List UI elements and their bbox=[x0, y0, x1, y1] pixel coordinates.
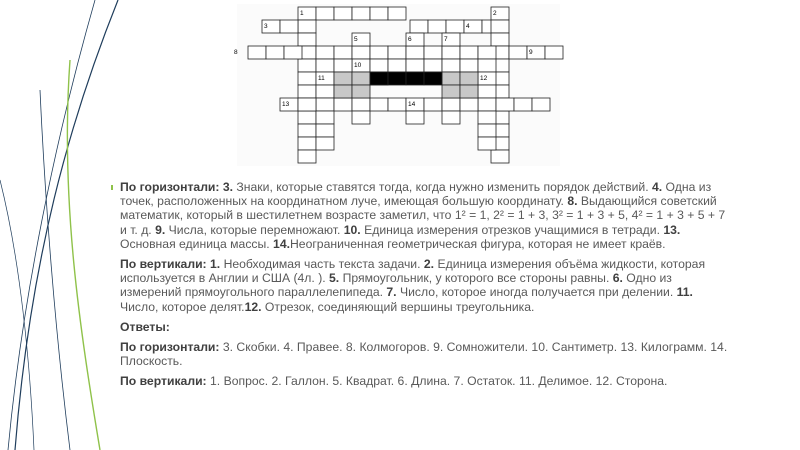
crossword-cell bbox=[478, 98, 496, 111]
crossword-cell bbox=[284, 46, 302, 59]
crossword-clues bbox=[120, 180, 730, 395]
crossword-cell bbox=[478, 85, 496, 98]
answers-horizontal-text: 3. Скобки. 4. Правее. 8. Колмогоров. 9. Сомножители. 10. Сантиметр. 13. Килограмм. 14. Плоскость. bbox=[120, 340, 728, 369]
crossword-number: 2 bbox=[493, 10, 497, 17]
clue-number: 6. bbox=[612, 271, 623, 286]
crossword-cell bbox=[266, 46, 284, 59]
crossword-number: 12 bbox=[480, 75, 488, 82]
clue-number: 8. bbox=[567, 194, 578, 209]
clue-number: 9. bbox=[155, 222, 166, 237]
crossword-cell bbox=[428, 20, 446, 33]
clue-text: Одна из точек, расположенных на координатном луче, имеющая большую координату. bbox=[120, 180, 712, 209]
crossword-cell bbox=[370, 7, 388, 20]
crossword-cell bbox=[298, 150, 316, 163]
clue-number: 3. bbox=[222, 180, 234, 194]
crossword-cell bbox=[460, 98, 478, 111]
crossword-cell bbox=[514, 98, 532, 111]
clue-number: 14. bbox=[273, 236, 290, 251]
clue-text: Одно из измерений прямоугольного параллелепипеда. bbox=[120, 271, 672, 300]
crossword-cell bbox=[316, 137, 334, 150]
crossword-number: 1 bbox=[300, 10, 304, 17]
crossword-cell bbox=[478, 46, 496, 59]
crossword-number: 4 bbox=[466, 23, 470, 30]
crossword-image bbox=[234, 4, 560, 166]
crossword-cell bbox=[298, 98, 316, 111]
crossword-cell bbox=[509, 46, 527, 59]
crossword-number: 14 bbox=[408, 101, 416, 108]
crossword-cell bbox=[545, 46, 563, 59]
clue-text: Основная единица массы. bbox=[120, 236, 274, 251]
crossword-cell bbox=[478, 59, 496, 72]
crossword-cell bbox=[388, 59, 406, 72]
crossword-cell bbox=[298, 72, 316, 85]
crossword-number: 9 bbox=[529, 49, 533, 56]
crossword-cell bbox=[352, 98, 370, 111]
clue-text: Неограниченная геометрическая фигура, которая не имеет краёв. bbox=[290, 236, 666, 251]
crossword-cell bbox=[478, 137, 496, 150]
crossword-cell-grey bbox=[460, 72, 478, 85]
crossword-cell bbox=[442, 98, 460, 111]
crossword-cell bbox=[388, 46, 406, 59]
clue-number: 10. bbox=[343, 222, 361, 237]
crossword-cell bbox=[370, 46, 388, 59]
crossword-cell-grey bbox=[442, 85, 460, 98]
crossword-number: 5 bbox=[354, 36, 358, 43]
clue-text: Числа, которые перемножают. bbox=[165, 222, 344, 237]
clue-number: 1. bbox=[210, 257, 221, 272]
crossword-cell bbox=[478, 111, 496, 124]
clue-number: 2. bbox=[423, 257, 435, 272]
crossword-cell bbox=[334, 98, 352, 111]
crossword-cell-grey bbox=[460, 85, 478, 98]
crossword-cell bbox=[334, 46, 352, 59]
crossword-cell bbox=[334, 7, 352, 20]
crossword-cell bbox=[460, 46, 478, 59]
crossword-cell bbox=[352, 46, 370, 59]
clue-text: Необходимая часть текста задачи. bbox=[220, 257, 424, 272]
clue-text: Выдающийся советский математик, который в шестилетнем возрасте заметил, что 1² = 1, 2² = 1 + 3, 3² = 1 + 3 + 5, 4² = 1 + 3 + 5 + 7 и т. д. bbox=[120, 194, 726, 237]
crossword-cell bbox=[352, 111, 370, 124]
crossword-cell bbox=[370, 59, 388, 72]
crossword-cell bbox=[316, 59, 334, 72]
decorative-lines bbox=[0, 0, 120, 450]
crossword-cell bbox=[298, 20, 316, 33]
crossword-grid bbox=[234, 4, 560, 166]
crossword-cell bbox=[424, 98, 442, 111]
crossword-cell bbox=[298, 124, 316, 137]
clue-number: 4. bbox=[651, 180, 663, 194]
answers-title: Ответы: bbox=[120, 319, 170, 334]
crossword-cell-black bbox=[388, 72, 406, 85]
crossword-cell bbox=[280, 20, 298, 33]
answers-horizontal-title: По горизонтали: bbox=[120, 340, 223, 355]
crossword-number: 8 bbox=[234, 49, 238, 56]
crossword-cell bbox=[410, 20, 428, 33]
clues-horizontal bbox=[120, 180, 730, 251]
clue-text: Число, которое иногда получается при делении. bbox=[396, 285, 677, 300]
crossword-cell-grey bbox=[442, 72, 460, 85]
crossword-cell-black bbox=[370, 72, 388, 85]
crossword-number: 6 bbox=[408, 36, 412, 43]
crossword-cell bbox=[442, 46, 460, 59]
clue-text: Отрезок, соединяющий вершины треугольника. bbox=[261, 299, 535, 314]
answers-vertical-title: По вертикали: bbox=[120, 374, 211, 389]
crossword-cell bbox=[424, 59, 442, 72]
answers-heading bbox=[120, 320, 730, 334]
crossword-number: 13 bbox=[282, 101, 290, 108]
crossword-cell bbox=[316, 85, 334, 98]
crossword-cell-black bbox=[424, 72, 442, 85]
heading-vertical: По вертикали: bbox=[120, 257, 211, 272]
answers-vertical bbox=[120, 374, 730, 388]
crossword-cell bbox=[370, 98, 388, 111]
clue-text: Единица измерения отрезков учащимися в тетради. bbox=[360, 222, 664, 237]
crossword-cell bbox=[298, 85, 316, 98]
crossword-cell bbox=[352, 7, 370, 20]
crossword-cell-black bbox=[406, 72, 424, 85]
crossword-cell bbox=[248, 46, 266, 59]
crossword-cell bbox=[406, 111, 424, 124]
clue-number: 7. bbox=[386, 285, 397, 300]
crossword-cell bbox=[388, 98, 406, 111]
crossword-cell bbox=[442, 59, 460, 72]
crossword-cell bbox=[491, 20, 509, 33]
crossword-cell bbox=[424, 46, 442, 59]
clue-number: 12. bbox=[244, 299, 262, 314]
crossword-cell-grey bbox=[352, 72, 370, 85]
clue-number: 5. bbox=[329, 271, 340, 286]
crossword-cell-grey bbox=[352, 85, 370, 98]
crossword-number: 10 bbox=[354, 62, 362, 69]
crossword-cell bbox=[334, 59, 352, 72]
crossword-cell bbox=[316, 7, 334, 20]
crossword-cell bbox=[316, 124, 334, 137]
crossword-cell bbox=[298, 33, 316, 46]
crossword-cell bbox=[406, 46, 424, 59]
crossword-cell bbox=[316, 111, 334, 124]
crossword-cell bbox=[316, 46, 334, 59]
crossword-cell bbox=[478, 124, 496, 137]
clues-vertical bbox=[120, 257, 730, 314]
heading-horizontal: По горизонтали: bbox=[120, 180, 223, 194]
crossword-cell bbox=[298, 111, 316, 124]
crossword-cell bbox=[406, 59, 424, 72]
clue-number: 11. bbox=[676, 285, 693, 300]
crossword-number: 3 bbox=[264, 23, 268, 30]
crossword-cell bbox=[298, 137, 316, 150]
crossword-cell-grey bbox=[334, 72, 352, 85]
clue-text: Прямоугольник, у которого все стороны равны. bbox=[339, 271, 613, 286]
clue-text: Знаки, которые ставятся тогда, когда нужно изменить порядок действий. bbox=[233, 180, 652, 194]
crossword-cell bbox=[532, 98, 550, 111]
crossword-cell bbox=[460, 59, 478, 72]
crossword-cell bbox=[446, 20, 464, 33]
crossword-cell bbox=[316, 98, 334, 111]
clue-text: Число, которое делят. bbox=[120, 299, 245, 314]
crossword-cell-grey bbox=[334, 85, 352, 98]
crossword-number: 11 bbox=[318, 75, 325, 82]
crossword-cell bbox=[442, 111, 460, 124]
crossword-cell bbox=[388, 7, 406, 20]
crossword-cell bbox=[491, 150, 509, 163]
answers-vertical-text: 1. Вопрос. 2. Галлон. 5. Квадрат. 6. Длина. 7. Остаток. 11. Делимое. 12. Сторона. bbox=[210, 374, 668, 389]
crossword-cell bbox=[491, 33, 509, 46]
crossword-cell bbox=[496, 98, 514, 111]
answers-horizontal bbox=[120, 340, 730, 368]
crossword-cell bbox=[298, 59, 316, 72]
clue-text: Единица измерения объёма жидкости, которая используется в Англии и США (4л. ). bbox=[120, 257, 706, 286]
clue-number: 13. bbox=[663, 222, 681, 237]
crossword-number: 7 bbox=[444, 36, 448, 43]
